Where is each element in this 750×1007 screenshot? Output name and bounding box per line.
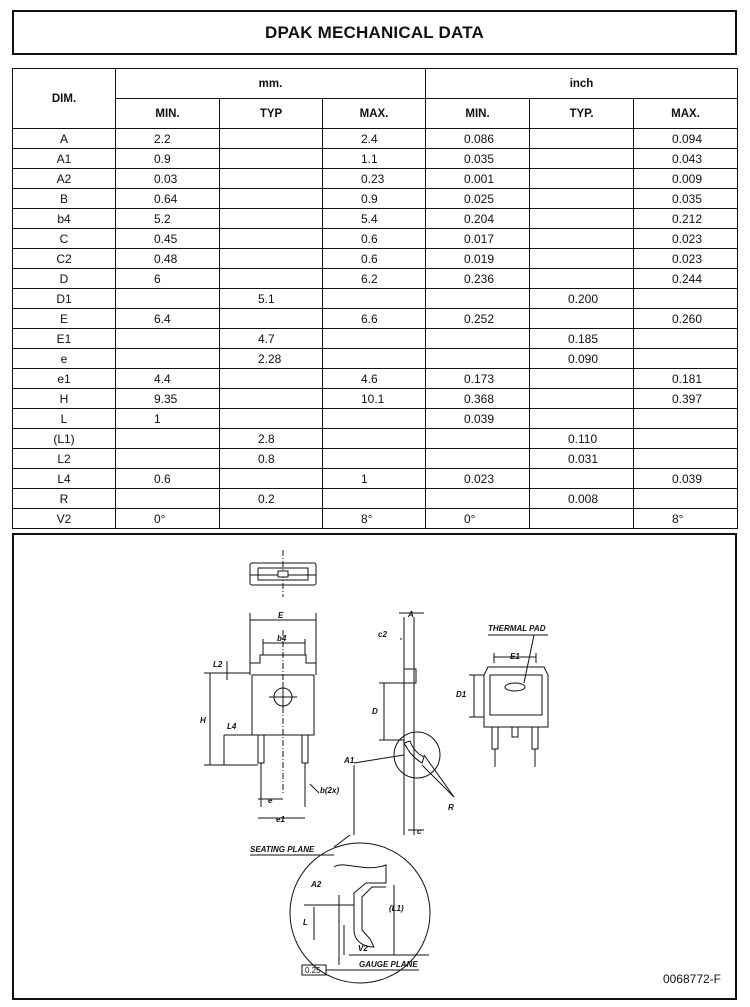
value-cell-in-max bbox=[634, 489, 738, 509]
value-cell-mm-max: 0.6 bbox=[323, 249, 426, 269]
dim-header: DIM. bbox=[13, 69, 116, 129]
value-cell-in-typ: 0.008 bbox=[530, 489, 634, 509]
label-c2: c2 bbox=[378, 630, 387, 639]
value-cell-mm-typ: 2.8 bbox=[220, 429, 323, 449]
value-cell-in-max: 0.244 bbox=[634, 269, 738, 289]
value-cell-mm-min: 9.35 bbox=[116, 389, 220, 409]
drawing-code: 0068772-F bbox=[662, 972, 721, 986]
value-cell-in-min: 0.236 bbox=[426, 269, 530, 289]
dim-cell: L4 bbox=[13, 469, 116, 489]
dim-cell: L2 bbox=[13, 449, 116, 469]
label-c: c bbox=[417, 827, 422, 836]
side-view bbox=[334, 613, 454, 847]
dim-cell: e1 bbox=[13, 369, 116, 389]
value-cell-in-max bbox=[634, 289, 738, 309]
label-R: R bbox=[448, 803, 454, 812]
value-cell-in-typ bbox=[530, 229, 634, 249]
value-cell-mm-max: 6.2 bbox=[323, 269, 426, 289]
sub-header-in-max: MAX. bbox=[634, 99, 738, 129]
label-gauge-value: 0.25 bbox=[305, 966, 321, 975]
dim-cell: C2 bbox=[13, 249, 116, 269]
value-cell-mm-typ: 4.7 bbox=[220, 329, 323, 349]
inch-header: inch bbox=[426, 69, 738, 99]
table-row bbox=[13, 209, 738, 229]
label-D1: D1 bbox=[456, 690, 467, 699]
value-cell-in-max: 0.181 bbox=[634, 369, 738, 389]
value-cell-mm-max: 8° bbox=[323, 509, 426, 529]
dim-cell: A2 bbox=[13, 169, 116, 189]
value-cell-in-max: 0.023 bbox=[634, 249, 738, 269]
value-cell-mm-typ bbox=[220, 469, 323, 489]
value-cell-mm-typ: 5.1 bbox=[220, 289, 323, 309]
value-cell-in-min: 0.025 bbox=[426, 189, 530, 209]
dim-cell: D bbox=[13, 269, 116, 289]
label-L2: L2 bbox=[213, 660, 223, 669]
drawing-labels bbox=[200, 610, 546, 975]
table-row bbox=[13, 349, 738, 369]
value-cell-in-typ bbox=[530, 209, 634, 229]
dim-cell: V2 bbox=[13, 509, 116, 529]
page-title: DPAK MECHANICAL DATA bbox=[12, 10, 737, 55]
value-cell-in-min: 0.035 bbox=[426, 149, 530, 169]
mechanical-data-table bbox=[12, 68, 738, 529]
value-cell-mm-min: 0.64 bbox=[116, 189, 220, 209]
value-cell-mm-min: 0° bbox=[116, 509, 220, 529]
value-cell-mm-typ bbox=[220, 149, 323, 169]
label-L: L bbox=[303, 918, 308, 927]
value-cell-in-typ bbox=[530, 269, 634, 289]
table-row bbox=[13, 329, 738, 349]
value-cell-mm-typ: 0.2 bbox=[220, 489, 323, 509]
value-cell-mm-min: 6.4 bbox=[116, 309, 220, 329]
table-row bbox=[13, 449, 738, 469]
label-e: e bbox=[268, 796, 273, 805]
label-gauge-plane: GAUGE PLANE bbox=[359, 960, 418, 969]
value-cell-mm-typ bbox=[220, 229, 323, 249]
value-cell-in-min: 0.252 bbox=[426, 309, 530, 329]
dim-cell: b4 bbox=[13, 209, 116, 229]
table-row bbox=[13, 509, 738, 529]
value-cell-in-max bbox=[634, 329, 738, 349]
value-cell-in-max bbox=[634, 449, 738, 469]
value-cell-in-min: 0.023 bbox=[426, 469, 530, 489]
value-cell-mm-typ bbox=[220, 129, 323, 149]
value-cell-mm-min bbox=[116, 449, 220, 469]
front-view bbox=[204, 613, 319, 818]
dim-cell: A1 bbox=[13, 149, 116, 169]
value-cell-in-min: 0.017 bbox=[426, 229, 530, 249]
table-row bbox=[13, 229, 738, 249]
value-cell-in-min: 0.173 bbox=[426, 369, 530, 389]
value-cell-in-min: 0.019 bbox=[426, 249, 530, 269]
value-cell-mm-min: 2.2 bbox=[116, 129, 220, 149]
value-cell-mm-min bbox=[116, 429, 220, 449]
value-cell-in-max: 0.035 bbox=[634, 189, 738, 209]
value-cell-in-max: 0.094 bbox=[634, 129, 738, 149]
value-cell-mm-min: 5.2 bbox=[116, 209, 220, 229]
value-cell-mm-min: 0.48 bbox=[116, 249, 220, 269]
dim-cell: R bbox=[13, 489, 116, 509]
table-row bbox=[13, 289, 738, 309]
value-cell-in-min: 0.086 bbox=[426, 129, 530, 149]
value-cell-mm-typ bbox=[220, 509, 323, 529]
value-cell-mm-typ bbox=[220, 189, 323, 209]
dim-cell: E1 bbox=[13, 329, 116, 349]
value-cell-in-max: 0.039 bbox=[634, 469, 738, 489]
table-row bbox=[13, 249, 738, 269]
value-cell-mm-max: 0.6 bbox=[323, 229, 426, 249]
dim-cell: H bbox=[13, 389, 116, 409]
label-V2: V2 bbox=[358, 944, 368, 953]
dim-cell: C bbox=[13, 229, 116, 249]
label-D: D bbox=[372, 707, 378, 716]
value-cell-mm-max: 2.4 bbox=[323, 129, 426, 149]
value-cell-in-typ bbox=[530, 369, 634, 389]
table-row bbox=[13, 489, 738, 509]
dim-cell: (L1) bbox=[13, 429, 116, 449]
value-cell-mm-min bbox=[116, 289, 220, 309]
label-e1: e1 bbox=[276, 815, 285, 824]
value-cell-mm-min: 4.4 bbox=[116, 369, 220, 389]
value-cell-mm-typ bbox=[220, 369, 323, 389]
value-cell-mm-max bbox=[323, 349, 426, 369]
value-cell-in-min: 0.001 bbox=[426, 169, 530, 189]
table-row bbox=[13, 269, 738, 289]
table-row bbox=[13, 169, 738, 189]
table-row bbox=[13, 309, 738, 329]
value-cell-mm-min: 0.6 bbox=[116, 469, 220, 489]
value-cell-in-typ bbox=[530, 469, 634, 489]
value-cell-in-typ bbox=[530, 249, 634, 269]
value-cell-in-typ bbox=[530, 129, 634, 149]
value-cell-in-typ bbox=[530, 389, 634, 409]
value-cell-in-max bbox=[634, 409, 738, 429]
value-cell-in-typ bbox=[530, 169, 634, 189]
value-cell-mm-max: 6.6 bbox=[323, 309, 426, 329]
mechanical-drawing bbox=[12, 533, 737, 1000]
dpak-drawing-svg bbox=[14, 535, 735, 998]
value-cell-mm-max: 5.4 bbox=[323, 209, 426, 229]
value-cell-in-min bbox=[426, 489, 530, 509]
table-row bbox=[13, 149, 738, 169]
label-A1: A1 bbox=[344, 756, 355, 765]
label-b4: b4 bbox=[277, 634, 287, 643]
value-cell-mm-min: 0.9 bbox=[116, 149, 220, 169]
value-cell-mm-max: 0.23 bbox=[323, 169, 426, 189]
value-cell-mm-max bbox=[323, 409, 426, 429]
table-row bbox=[13, 129, 738, 149]
value-cell-mm-typ bbox=[220, 169, 323, 189]
label-seating-plane: SEATING PLANE bbox=[250, 845, 315, 854]
table-row bbox=[13, 469, 738, 489]
value-cell-mm-typ bbox=[220, 269, 323, 289]
value-cell-in-typ bbox=[530, 309, 634, 329]
value-cell-in-min bbox=[426, 329, 530, 349]
back-view bbox=[469, 635, 548, 767]
label-L4: L4 bbox=[227, 722, 237, 731]
sub-header-in-min: MIN. bbox=[426, 99, 530, 129]
value-cell-in-typ: 0.200 bbox=[530, 289, 634, 309]
dim-cell: e bbox=[13, 349, 116, 369]
value-cell-mm-min: 0.45 bbox=[116, 229, 220, 249]
value-cell-mm-typ bbox=[220, 309, 323, 329]
value-cell-in-max: 0.260 bbox=[634, 309, 738, 329]
top-view bbox=[250, 550, 316, 597]
value-cell-in-min: 0.368 bbox=[426, 389, 530, 409]
value-cell-in-max: 0.043 bbox=[634, 149, 738, 169]
value-cell-mm-min: 0.03 bbox=[116, 169, 220, 189]
value-cell-mm-max: 1.1 bbox=[323, 149, 426, 169]
label-A2: A2 bbox=[311, 880, 322, 889]
mm-header: mm. bbox=[116, 69, 426, 99]
sub-header-mm-typ: TYP bbox=[220, 99, 323, 129]
value-cell-in-max: 0.212 bbox=[634, 209, 738, 229]
value-cell-in-typ bbox=[530, 409, 634, 429]
table-row bbox=[13, 369, 738, 389]
value-cell-in-typ: 0.031 bbox=[530, 449, 634, 469]
value-cell-in-max bbox=[634, 349, 738, 369]
value-cell-mm-max: 4.6 bbox=[323, 369, 426, 389]
label-L1: (L1) bbox=[389, 904, 404, 913]
value-cell-in-max: 8° bbox=[634, 509, 738, 529]
value-cell-mm-typ bbox=[220, 409, 323, 429]
value-cell-mm-typ bbox=[220, 209, 323, 229]
table-row bbox=[13, 389, 738, 409]
value-cell-in-typ: 0.110 bbox=[530, 429, 634, 449]
value-cell-mm-min: 1 bbox=[116, 409, 220, 429]
table-row bbox=[13, 409, 738, 429]
table-row bbox=[13, 189, 738, 209]
value-cell-in-max: 0.023 bbox=[634, 229, 738, 249]
label-A: A bbox=[408, 610, 414, 619]
value-cell-mm-max bbox=[323, 329, 426, 349]
table-row bbox=[13, 429, 738, 449]
value-cell-in-min: 0.204 bbox=[426, 209, 530, 229]
value-cell-in-typ bbox=[530, 189, 634, 209]
value-cell-mm-max bbox=[323, 489, 426, 509]
label-H: H bbox=[200, 716, 206, 725]
sub-header-mm-max: MAX. bbox=[323, 99, 426, 129]
value-cell-in-typ bbox=[530, 509, 634, 529]
label-thermal-pad: THERMAL PAD bbox=[488, 624, 546, 633]
value-cell-mm-min bbox=[116, 349, 220, 369]
value-cell-mm-max bbox=[323, 449, 426, 469]
value-cell-mm-max: 1 bbox=[323, 469, 426, 489]
value-cell-mm-typ bbox=[220, 249, 323, 269]
dim-cell: A bbox=[13, 129, 116, 149]
value-cell-in-min bbox=[426, 449, 530, 469]
dim-cell: B bbox=[13, 189, 116, 209]
value-cell-in-typ bbox=[530, 149, 634, 169]
value-cell-mm-typ: 2.28 bbox=[220, 349, 323, 369]
value-cell-in-typ: 0.090 bbox=[530, 349, 634, 369]
label-E: E bbox=[278, 611, 284, 620]
value-cell-in-max: 0.397 bbox=[634, 389, 738, 409]
value-cell-in-min bbox=[426, 429, 530, 449]
label-E1: E1 bbox=[510, 652, 520, 661]
value-cell-mm-max bbox=[323, 429, 426, 449]
dim-cell: L bbox=[13, 409, 116, 429]
value-cell-mm-typ: 0.8 bbox=[220, 449, 323, 469]
value-cell-in-max bbox=[634, 429, 738, 449]
table-body bbox=[13, 129, 738, 529]
dim-cell: E bbox=[13, 309, 116, 329]
value-cell-mm-min: 6 bbox=[116, 269, 220, 289]
value-cell-in-min bbox=[426, 289, 530, 309]
value-cell-mm-max: 0.9 bbox=[323, 189, 426, 209]
sub-header-in-typ: TYP. bbox=[530, 99, 634, 129]
value-cell-in-typ: 0.185 bbox=[530, 329, 634, 349]
value-cell-mm-min bbox=[116, 329, 220, 349]
value-cell-in-min: 0° bbox=[426, 509, 530, 529]
value-cell-in-min bbox=[426, 349, 530, 369]
label-b2x: b(2x) bbox=[320, 786, 340, 795]
value-cell-in-min: 0.039 bbox=[426, 409, 530, 429]
dim-cell: D1 bbox=[13, 289, 116, 309]
sub-header-mm-min: MIN. bbox=[116, 99, 220, 129]
value-cell-mm-min bbox=[116, 489, 220, 509]
value-cell-mm-max bbox=[323, 289, 426, 309]
value-cell-mm-typ bbox=[220, 389, 323, 409]
value-cell-mm-max: 10.1 bbox=[323, 389, 426, 409]
value-cell-in-max: 0.009 bbox=[634, 169, 738, 189]
